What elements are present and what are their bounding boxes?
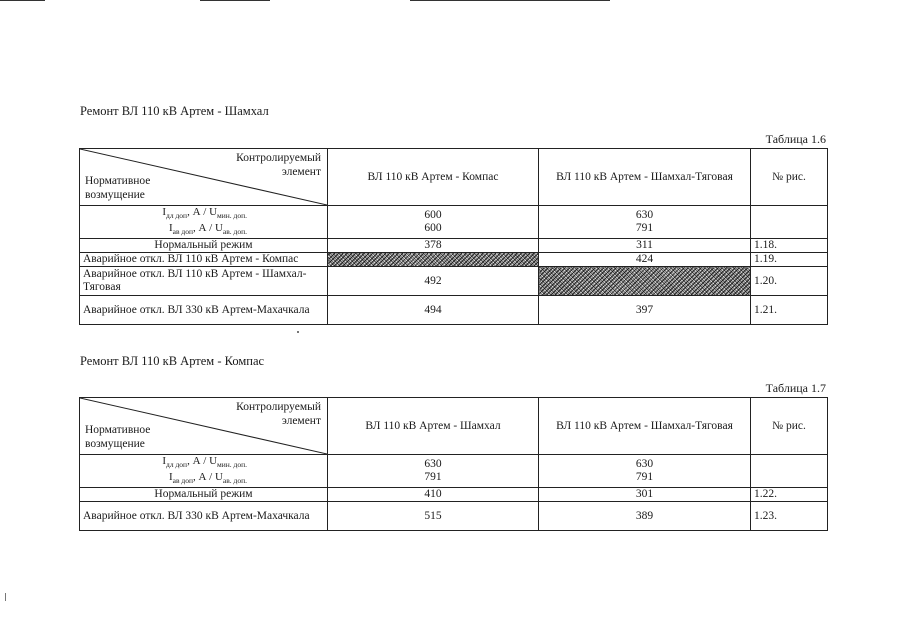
limit-values: 630 791	[328, 455, 539, 488]
limit-row	[80, 455, 828, 488]
table-header-row	[80, 398, 828, 455]
table-1-6	[79, 148, 828, 325]
cell-value: 389	[539, 502, 751, 531]
cell-value: 397	[539, 296, 751, 325]
param-label: $I_{дл доп}$, А / $U_{мин. доп.}$ $I_{ав доп}$, А / $U_{ав. доп.}$	[80, 455, 328, 488]
table-row	[80, 239, 828, 253]
cell-value: 301	[539, 488, 751, 502]
param-label: $I_{дл доп}$, А / $U_{мин. доп.}$ $I_{ав доп}$, А / $U_{ав. доп.}$	[80, 206, 328, 239]
table-caption-1-7: Таблица 1.7	[765, 381, 826, 395]
cell-value: 515	[328, 502, 539, 531]
table-1-7	[79, 397, 828, 531]
table-header-row	[80, 149, 828, 206]
limit-row	[80, 206, 828, 239]
row-label: Нормальный режим	[80, 488, 328, 502]
shaded-cell	[328, 253, 539, 267]
table-caption-1-6: Таблица 1.6	[765, 132, 826, 146]
scan-edge-line	[410, 0, 610, 1]
figure-number: 1.21.	[751, 296, 828, 325]
column-header: ВЛ 110 кВ Артем - Шамхал	[328, 398, 539, 455]
column-header-figure: № рис.	[751, 398, 828, 455]
column-header-figure: № рис.	[751, 149, 828, 206]
figure-number: 1.20.	[751, 267, 828, 296]
row-label: Аварийное откл. ВЛ 330 кВ Артем-Махачкала	[80, 296, 328, 325]
figure-number: 1.19.	[751, 253, 828, 267]
row-label: Нормальный режим	[80, 239, 328, 253]
scan-edge-line	[200, 0, 270, 1]
section-title-1: Ремонт ВЛ 110 кВ Артем - Шамхал	[80, 104, 269, 118]
empty-cell	[751, 206, 828, 239]
cell-value: 378	[328, 239, 539, 253]
table-row	[80, 488, 828, 502]
row-label: Аварийное откл. ВЛ 110 кВ Артем - Компас	[80, 253, 328, 267]
scan-edge-line	[0, 0, 45, 1]
cell-value: 424	[539, 253, 751, 267]
disturbance-label: Нормативное возмущение	[85, 424, 151, 450]
empty-cell	[751, 455, 828, 488]
row-label: Аварийное откл. ВЛ 110 кВ Артем - Шамхал-Тяговая	[80, 267, 328, 296]
cell-value: 494	[328, 296, 539, 325]
limit-values: 630 791	[539, 206, 751, 239]
section-title-2: Ремонт ВЛ 110 кВ Артем - Компас	[80, 354, 265, 368]
cell-value: 492	[328, 267, 539, 296]
disturbance-label: Нормативное возмущение	[85, 175, 151, 201]
controlled-element-label: Контролируемый элемент	[236, 152, 321, 178]
row-label: Аварийное откл. ВЛ 330 кВ Артем-Махачкала	[80, 502, 328, 531]
limit-values: 630 791	[539, 455, 751, 488]
cell-value: 311	[539, 239, 751, 253]
column-header: ВЛ 110 кВ Артем - Шамхал-Тяговая	[539, 398, 751, 455]
scan-speck	[297, 331, 299, 333]
figure-number: 1.23.	[751, 502, 828, 531]
table-row	[80, 502, 828, 531]
diagonal-header-cell	[80, 149, 328, 206]
scan-speck	[5, 593, 6, 601]
shaded-cell	[539, 267, 751, 296]
diagonal-header-cell	[80, 398, 328, 455]
table-row	[80, 267, 828, 296]
table-row	[80, 253, 828, 267]
controlled-element-label: Контролируемый элемент	[236, 401, 321, 427]
limit-values: 600 600	[328, 206, 539, 239]
cell-value: 410	[328, 488, 539, 502]
table-row	[80, 296, 828, 325]
column-header: ВЛ 110 кВ Артем - Компас	[328, 149, 539, 206]
column-header: ВЛ 110 кВ Артем - Шамхал-Тяговая	[539, 149, 751, 206]
figure-number: 1.18.	[751, 239, 828, 253]
figure-number: 1.22.	[751, 488, 828, 502]
